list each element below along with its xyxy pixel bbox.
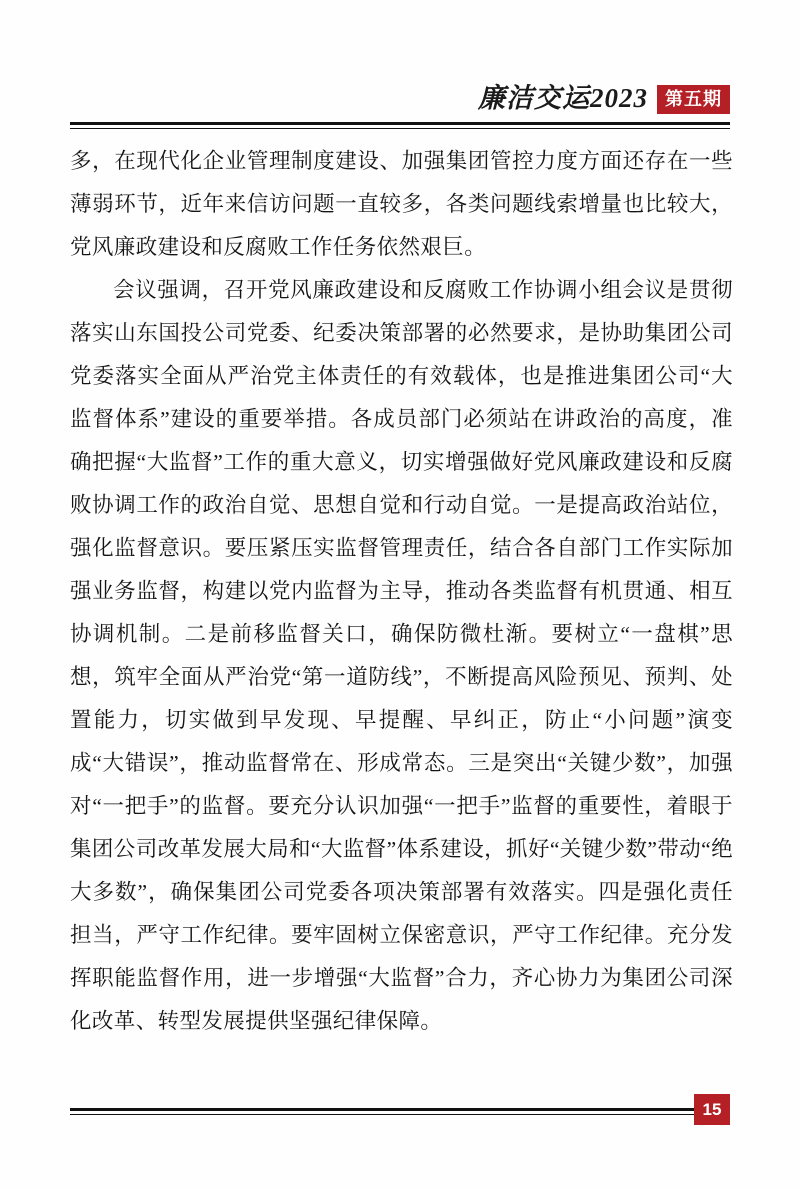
page-content	[70, 140, 733, 1043]
footer-divider-thick	[70, 1108, 730, 1111]
page-number: 15	[694, 1094, 730, 1125]
page-header	[70, 68, 730, 114]
footer-divider-thin	[70, 1114, 730, 1115]
paragraph-meeting-emphasis: 会议强调，召开党风廉政建设和反腐败工作协调小组会议是贯彻落实山东国投公司党委、纪委决策部署的必然要求，是协助集团公司党委落实全面从严治党主体责任的有效载体，也是推进集团公司“大监督体系”建设的重要举措。各成员部门必须站在讲政治的高度，准确把握“大监督”工作的重大意义，切实增强做好党风廉政建设和反腐败协调工作的政治自觉、思想自觉和行动自觉。一是提高政治站位，强化监督意识。要压紧压实监督管理责任，结合各自部门工作实际加强业务监督，构建以党内监督为主导，推动各类监督有机贯通、相互协调机制。二是前移监督关口，确保防微杜渐。要树立“一盘棋”思想，筑牢全面从严治党“第一道防线”，不断提高风险预见、预判、处置能力，切实做到早发现、早提醒、早纠正，防止“小问题”演变成“大错误”，推动监督常在、形成常态。三是突出“关键少数”，加强对“一把手”的监督。要充分认识加强“一把手”监督的重要性，着眼于集团公司改革发展大局和“大监督”体系建设，抓好“关键少数”带动“绝大多数”，确保集团公司党委各项决策部署有效落实。四是强化责任担当，严守工作纪律。要牢固树立保密意识，严守工作纪律。充分发挥职能监督作用，进一步增强“大监督”合力，齐心协力为集团公司深化改革、转型发展提供坚强纪律保障。	[70, 278, 733, 1033]
paragraph-continuation: 多，在现代化企业管理制度建设、加强集团管控力度方面还存在一些薄弱环节，近年来信访问题一直较多，各类问题线索增量也比较大，党风廉政建设和反腐败工作任务依然艰巨。	[70, 149, 733, 259]
publication-title: 廉洁交运2023	[478, 83, 648, 113]
header-divider-thick	[70, 122, 730, 125]
header-divider-thin	[70, 128, 730, 129]
issue-badge: 第五期	[657, 85, 730, 114]
